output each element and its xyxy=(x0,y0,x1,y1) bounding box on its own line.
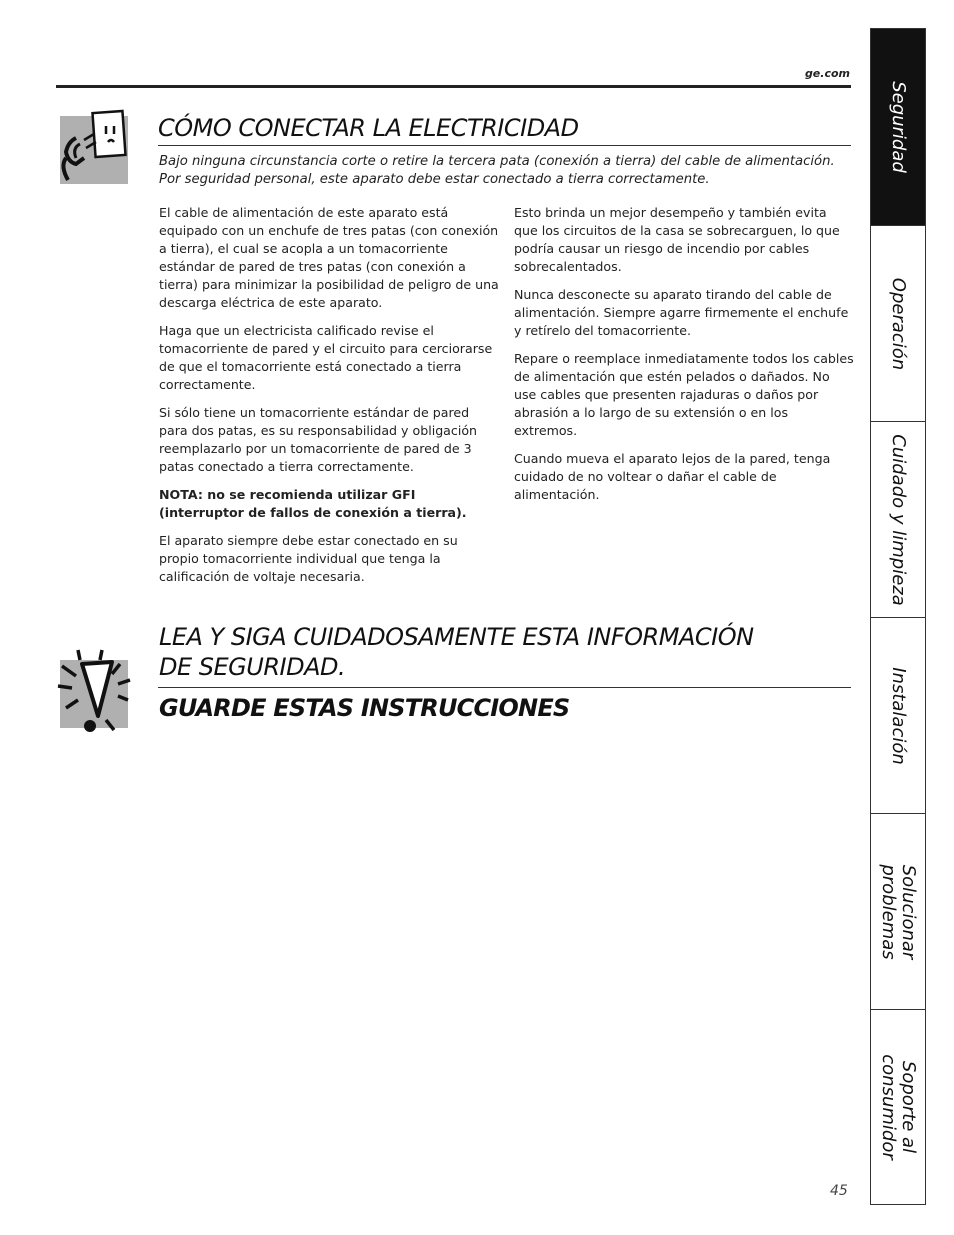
tab-operacion[interactable] xyxy=(870,225,926,422)
right-paragraph-4: Cuando mueva el aparato lejos de la pared, tenga cuidado de no voltear o dañar el cable de alimentación. xyxy=(514,451,831,502)
warning-exclamation-icon xyxy=(60,660,128,728)
left-column xyxy=(159,204,499,596)
right-paragraph-1: Esto brinda un mejor desempeño y también evita que los circuitos de la casa se sobrecarguen, lo que podría causar un riesgo de incendio por cables sobrecalentados. xyxy=(514,205,840,274)
tab-label-line-2: problemas xyxy=(878,863,899,960)
tab-label-cuidado-y-limpieza: Cuidado y limpieza xyxy=(888,433,909,606)
section2-title-line2: DE SEGURIDAD. xyxy=(159,653,346,681)
tab-seguridad[interactable] xyxy=(870,28,926,226)
section-tabs xyxy=(870,28,926,1205)
left-paragraph-3: Si sólo tiene un tomacorriente estándar de pared para dos patas, es su responsabilidad y obligación reemplazarlo por un tomacorriente de pared de 3 patas conectado a tierra correctamente. xyxy=(159,405,478,474)
top-rule xyxy=(56,85,851,88)
tab-label-soporte-al-consumidor xyxy=(878,1054,918,1159)
tab-label-line-1: Soporte al xyxy=(898,1060,919,1154)
section2-title xyxy=(159,622,754,682)
left-paragraph-1: El cable de alimentación de este aparato está equipado con un enchufe de tres patas (con conexión a tierra), el cual se acopla a un tomacorriente estándar de pared de tres patas (con conexión a tierra) para minimizar la posibilidad de peligro de una descarga eléctrica de este aparato. xyxy=(159,205,499,310)
right-paragraph-3: Repare o reemplace inmediatamente todos los cables de alimentación que estén pelados o dañados. No use cables que presenten rajaduras o daños por abrasión a lo largo de su extensión o en los extremos. xyxy=(514,351,854,438)
tab-solucionar-problemas[interactable] xyxy=(870,813,926,1010)
left-paragraph-4: El aparato siempre debe estar conectado en su propio tomacorriente individual que tenga la calificación de voltaje necesaria. xyxy=(159,533,458,584)
plug-outlet-icon xyxy=(60,116,128,184)
tab-label-line-2: consumidor xyxy=(878,1054,899,1160)
save-instructions-heading: GUARDE ESTAS INSTRUCCIONES xyxy=(159,694,570,722)
right-column xyxy=(514,204,854,514)
tab-label-seguridad: Seguridad xyxy=(888,81,909,173)
tab-label-instalacion: Instalación xyxy=(888,666,909,765)
tab-cuidado-y-limpieza[interactable] xyxy=(870,421,926,618)
site-url: ge.com xyxy=(804,67,850,80)
section1-title: CÓMO CONECTAR LA ELECTRICIDAD xyxy=(158,114,579,142)
tab-soporte-al-consumidor[interactable] xyxy=(870,1009,926,1205)
tab-label-solucionar-problemas xyxy=(878,864,918,959)
tab-instalacion[interactable] xyxy=(870,617,926,814)
section2-rule xyxy=(158,687,851,688)
section2-title-line1: LEA Y SIGA CUIDADOSAMENTE ESTA INFORMACIÓN xyxy=(159,623,754,651)
tab-label-operacion: Operación xyxy=(888,277,909,370)
right-paragraph-2: Nunca desconecte su aparato tirando del cable de alimentación. Siempre agarre firmemente el enchufe y retírelo del tomacorriente. xyxy=(514,287,849,338)
section1-intro: Bajo ninguna circunstancia corte o retire la tercera pata (conexión a tierra) del cable de alimentación. Por seguridad personal, este aparato debe estar conectado a tierra correctamente. xyxy=(159,154,835,187)
tab-label-line-1: Solucionar xyxy=(898,864,919,959)
left-paragraph-2: Haga que un electricista calificado revise el tomacorriente de pared y el circuito para cerciorarse de que el tomacorriente está conectado a tierra correctamente. xyxy=(159,323,493,392)
section1-rule xyxy=(158,145,851,146)
page-number: 45 xyxy=(830,1183,848,1199)
gfi-note: NOTA: no se recomienda utilizar GFI (interruptor de fallos de conexión a tierra). xyxy=(159,487,467,520)
